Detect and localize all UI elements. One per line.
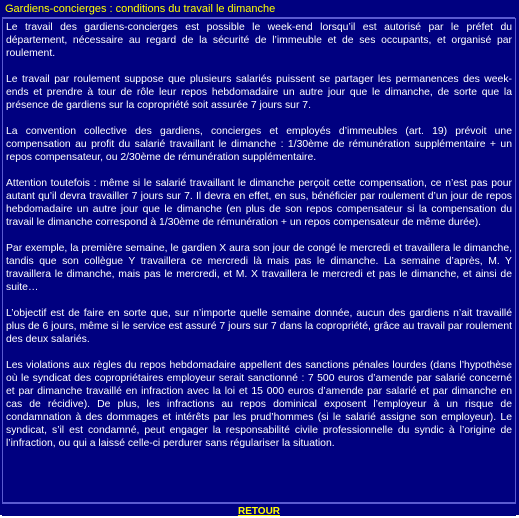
paragraph: Attention toutefois : même si le salarié travaillant le dimanche perçoit cette compensation, ce n’est pas pour autant qu’il devra travailler 7 jours sur 7. Il devra en effet, en sus, bénéficier par roulement d’un jour de repos hebdomadaire un autre jour que le dimanche (en plus de son repos compensateur si la compensation du travail le dimanche correspond à 1/30ème de rémunération + un repos compensateur de même durée). (6, 178, 512, 228)
paragraph: Les violations aux règles du repos hebdomadaire appellent des sanctions pénales lourdes (dans l’hypothèse où le syndicat des copropriétaires employeur serait sanctionné : 7 500 euros d’amende par salarié concerné et par dimanche travaillé en infraction avec la loi et 15 000 euros d’amende par salarié et par dimanche en cas de récidive). De plus, les infractions au repos dominical exposent l’employeur à un risque de condamnation à des dommages et intérêts par les prud’hommes (si le salarié assigne son employeur). Le syndicat, s’il est condamné, peut engager la responsabilité civile professionnelle du syndic à l’origine de l’infraction, ou qui a laissé celle-ci perdurer sans régulariser la situation. (6, 360, 512, 449)
paragraph: Par exemple, la première semaine, le gardien X aura son jour de congé le mercredi et travaillera le dimanche, tandis que son collègue Y travaillera ce mercredi là mais pas le dimanche. La semaine d’après, M. Y travaillera le dimanche, mais pas le mercredi, et M. X travaillera le mercredi et pas le dimanche, et ainsi de suite… (6, 243, 512, 293)
back-link[interactable]: RETOUR (237, 506, 281, 517)
content-box (2, 18, 516, 503)
paragraph: La convention collective des gardiens, concierges et employés d’immeubles (art. 19) prévoit une compensation au profit du salarié travaillant le dimanche : 1/30ème de rémunération supplémentaire + un repos compensateur, ou 2/30ème de rémunération supplémentaire. (6, 126, 512, 163)
paragraph: Le travail par roulement suppose que plusieurs salariés puissent se partager les permanences des week-ends et prendre à tour de rôle leur repos hebdomadaire un autre jour que le dimanche, de sorte que la présence de gardiens sur la copropriété soit assurée 7 jours sur 7. (6, 74, 512, 111)
paragraph: L’objectif est de faire en sorte que, sur n’importe quelle semaine donnée, aucun des gardiens n’ait travaillé plus de 6 jours, même si le service est assuré 7 jours sur 7 dans la copropriété, grâce au travail par roulement des deux salariés. (6, 308, 512, 345)
paragraph: Le travail des gardiens-concierges est possible le week-end lorsqu’il est autorisé par le préfet du département, nécessaire au regard de la sécurité de l’immeuble et de ses occupants, et organisé par roulement. (6, 22, 512, 59)
page-title: Gardiens-concierges : conditions du travail le dimanche (5, 3, 276, 15)
article-text (6, 21, 512, 463)
footer-bar (2, 503, 516, 516)
title-bar (2, 2, 515, 18)
